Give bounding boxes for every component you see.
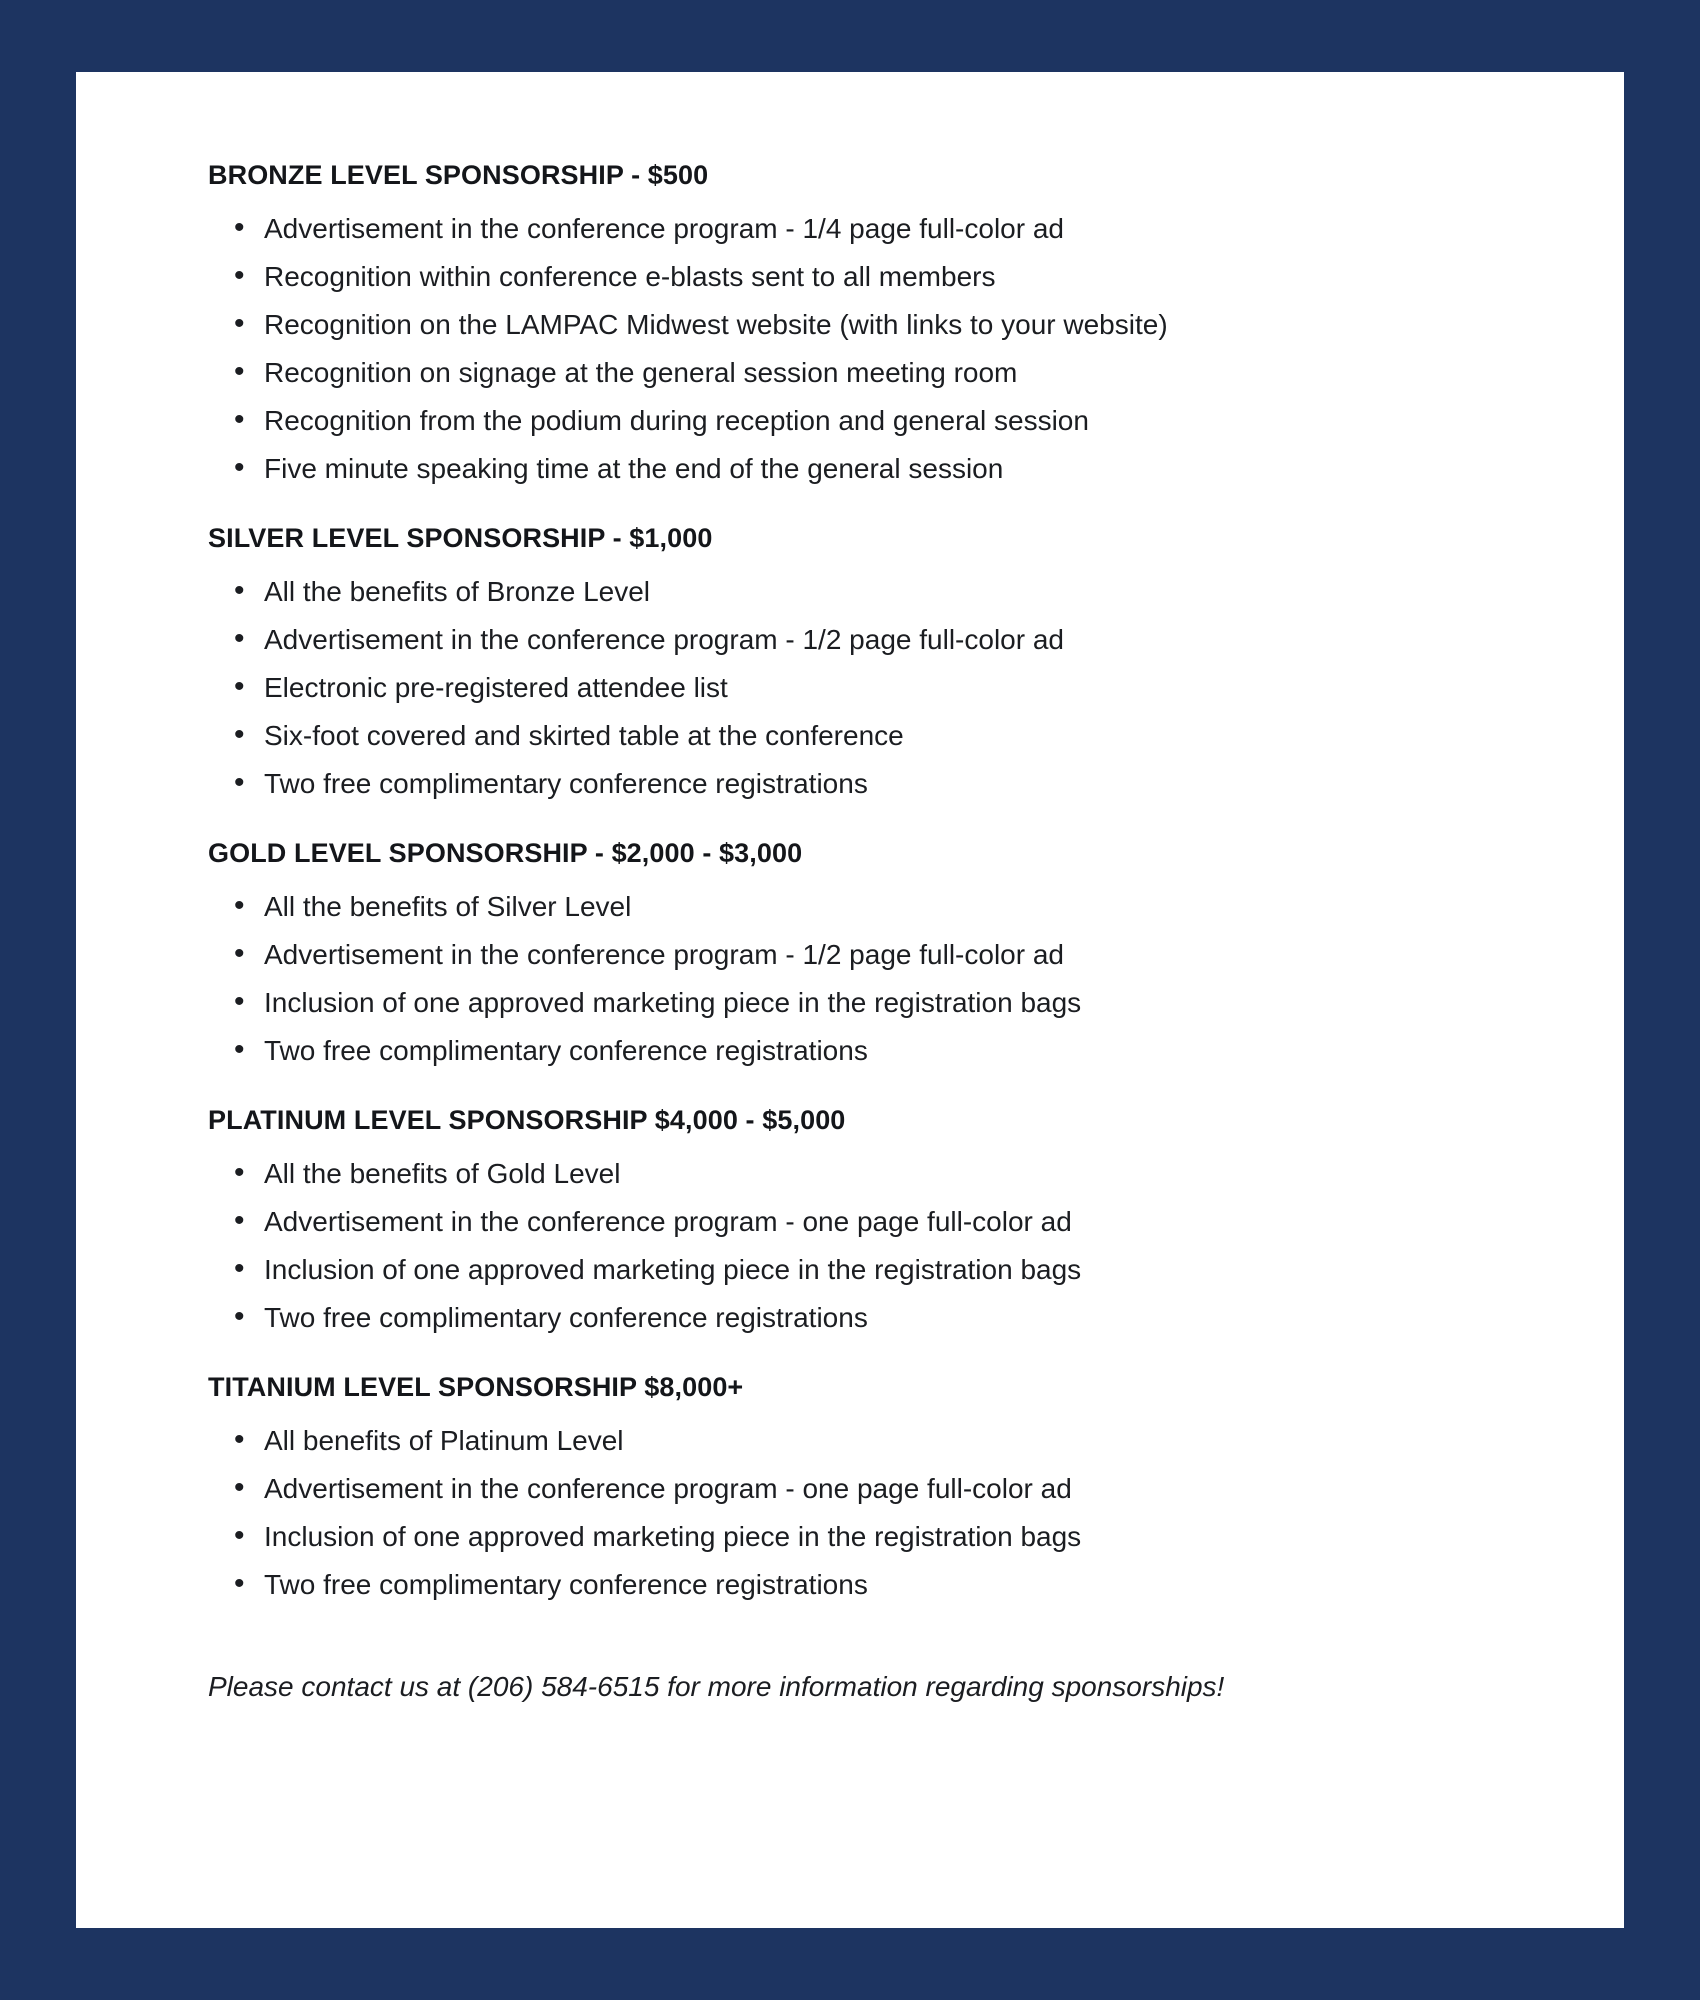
list-item: • Five minute speaking time at the end of the general session <box>224 445 1516 493</box>
sponsorship-section-silver <box>184 523 1516 808</box>
benefit-list <box>184 883 1516 1075</box>
list-item: • Advertisement in the conference program - 1/4 page full-color ad <box>224 205 1516 253</box>
list-item: • Recognition within conference e-blasts sent to all members <box>224 253 1516 301</box>
section-title: SILVER LEVEL SPONSORSHIP - $1,000 <box>208 523 713 553</box>
document-sheet <box>76 72 1624 1928</box>
list-item: • Inclusion of one approved marketing piece in the registration bags <box>224 979 1516 1027</box>
list-item: • Inclusion of one approved marketing piece in the registration bags <box>224 1246 1516 1294</box>
list-item: • Two free complimentary conference registrations <box>224 1294 1516 1342</box>
benefit-list <box>184 1150 1516 1342</box>
list-item: • Two free complimentary conference registrations <box>224 760 1516 808</box>
list-item: • Two free complimentary conference registrations <box>224 1561 1516 1609</box>
sponsorship-section-titanium <box>184 1372 1516 1609</box>
benefit-list <box>184 1417 1516 1609</box>
list-item: • Recognition from the podium during reception and general session <box>224 397 1516 445</box>
list-item: • Two free complimentary conference registrations <box>224 1027 1516 1075</box>
list-item: • Advertisement in the conference program - one page full-color ad <box>224 1198 1516 1246</box>
list-item: • Advertisement in the conference program - one page full-color ad <box>224 1465 1516 1513</box>
contact-note: Please contact us at (206) 584-6515 for more information regarding sponsorships! <box>208 1671 1225 1702</box>
list-item: • All the benefits of Gold Level <box>224 1150 1516 1198</box>
list-item: • Six-foot covered and skirted table at the conference <box>224 712 1516 760</box>
document-content <box>76 72 1624 1703</box>
list-item: • All benefits of Platinum Level <box>224 1417 1516 1465</box>
sponsorship-section-gold <box>184 838 1516 1075</box>
list-item: • Recognition on the LAMPAC Midwest website (with links to your website) <box>224 301 1516 349</box>
sponsorship-section-platinum <box>184 1105 1516 1342</box>
list-item: • Electronic pre-registered attendee list <box>224 664 1516 712</box>
benefit-list <box>184 205 1516 493</box>
section-title: TITANIUM LEVEL SPONSORSHIP $8,000+ <box>208 1372 744 1402</box>
list-item: • All the benefits of Bronze Level <box>224 568 1516 616</box>
list-item: • Advertisement in the conference program - 1/2 page full-color ad <box>224 931 1516 979</box>
section-title: GOLD LEVEL SPONSORSHIP - $2,000 - $3,000 <box>208 838 803 868</box>
section-title: BRONZE LEVEL SPONSORSHIP - $500 <box>208 160 709 190</box>
list-item: • Recognition on signage at the general session meeting room <box>224 349 1516 397</box>
benefit-list <box>184 568 1516 808</box>
list-item: • Inclusion of one approved marketing piece in the registration bags <box>224 1513 1516 1561</box>
section-title: PLATINUM LEVEL SPONSORSHIP $4,000 - $5,000 <box>208 1105 846 1135</box>
sponsorship-section-bronze <box>184 160 1516 493</box>
list-item: • Advertisement in the conference program - 1/2 page full-color ad <box>224 616 1516 664</box>
list-item: • All the benefits of Silver Level <box>224 883 1516 931</box>
